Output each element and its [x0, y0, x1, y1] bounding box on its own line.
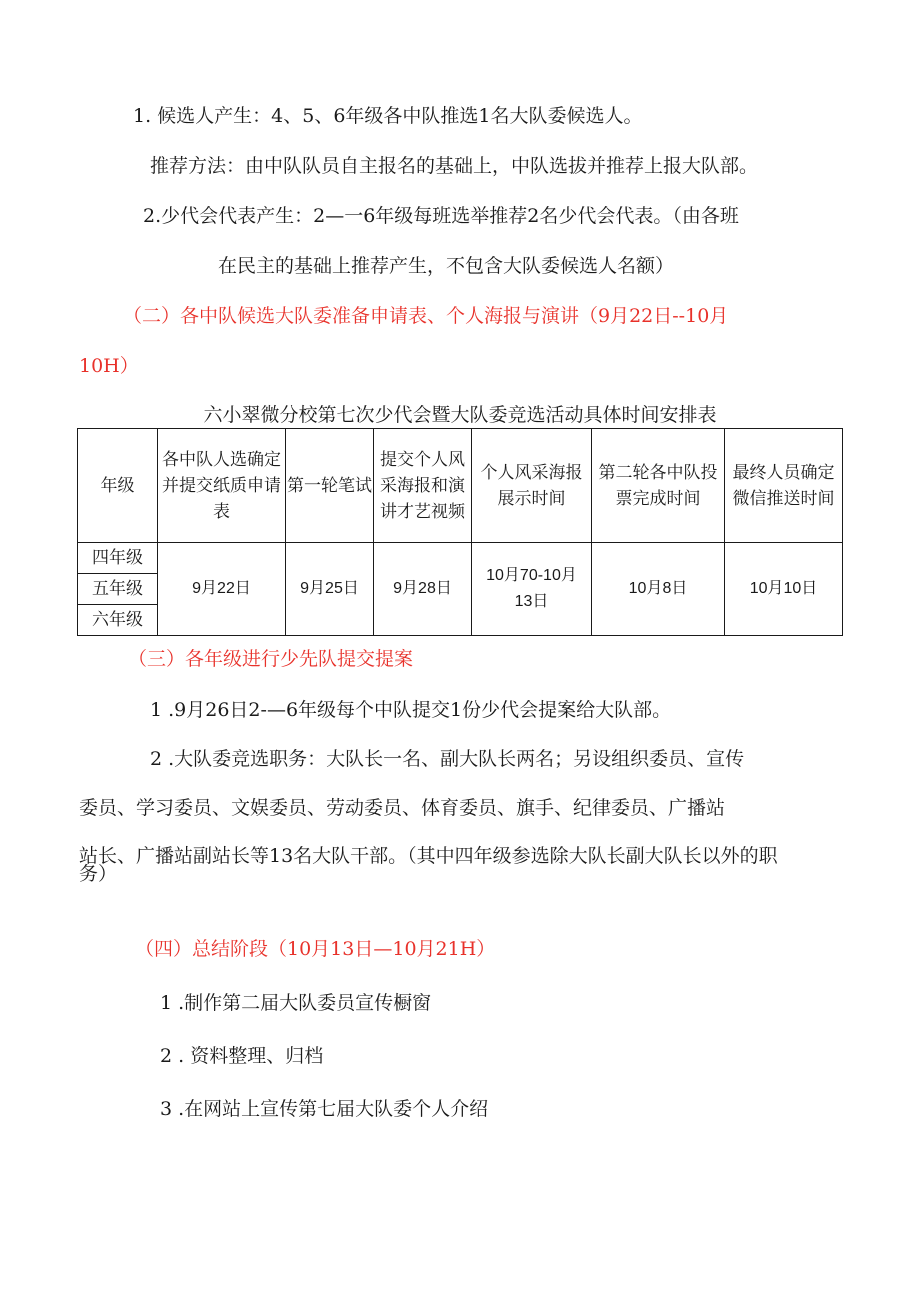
table-row — [78, 543, 843, 574]
recommendation-method-line: 推荐方法：由中队队员自主报名的基础上，中队选拔并推荐上报大队部。 — [150, 155, 759, 177]
header-grade: 年级 — [78, 429, 158, 543]
proposal-item-1: 1 .9月26日2-—6年级每个中队提交1份少代会提案给大队部。 — [150, 699, 672, 721]
grade-cell: 五年级 — [78, 574, 158, 605]
date-cell: 10月10日 — [725, 543, 843, 636]
grade-cell: 四年级 — [78, 543, 158, 574]
positions-line-3: 站长、广播站副站长等13名大队干部。（其中四年级参选除大队长副大队长以外的职 — [79, 845, 778, 867]
date-cell: 9月25日 — [286, 543, 374, 636]
header-application: 各中队人选确定并提交纸质申请表 — [158, 429, 286, 543]
schedule-table — [77, 428, 843, 636]
date-cell: 10月8日 — [592, 543, 725, 636]
section-heading-4: （四）总结阶段（10月13日—10月21H） — [135, 938, 496, 960]
header-poster-submit: 提交个人风采海报和演讲才艺视频 — [374, 429, 472, 543]
summary-item-3: 3 .在网站上宣传第七届大队委个人介绍 — [160, 1098, 489, 1120]
positions-line-1: 2 .大队委竞选职务：大队长一名、副大队长两名；另设组织委员、宣传 — [150, 748, 745, 770]
date-cell: 9月22日 — [158, 543, 286, 636]
grade-cell: 六年级 — [78, 605, 158, 636]
table-caption: 六小翠微分校第七次少代会暨大队委竞选活动具体时间安排表 — [203, 404, 717, 426]
summary-item-1: 1 .制作第二届大队委员宣传橱窗 — [160, 992, 432, 1014]
header-written-test: 第一轮笔试 — [286, 429, 374, 543]
positions-line-2: 委员、学习委员、文娱委员、劳动委员、体育委员、旗手、纪律委员、广播站 — [79, 797, 726, 819]
section-heading-2-cont: 10H） — [79, 355, 139, 377]
date-cell: 10月70-10月13日 — [472, 543, 592, 636]
positions-line-4: 务） — [79, 863, 118, 885]
table-header-row — [78, 429, 843, 543]
representative-production-line: 2.少代会代表产生：2—一6年级每班选举推荐2名少代会代表。（由各班 — [143, 205, 739, 227]
representative-production-line-cont: 在民主的基础上推荐产生，不包含大队委候选人名额） — [218, 255, 675, 277]
section-heading-3: （三）各年级进行少先队提交提案 — [128, 648, 414, 670]
section-heading-2: （二）各中队候选大队委准备申请表、个人海报与演讲（9月22日--10月 — [123, 305, 729, 327]
header-poster-display: 个人风采海报展示时间 — [472, 429, 592, 543]
summary-item-2: 2 . 资料整理、归档 — [160, 1045, 324, 1067]
header-final-push: 最终人员确定微信推送时间 — [725, 429, 843, 543]
date-cell: 9月28日 — [374, 543, 472, 636]
header-voting: 第二轮各中队投票完成时间 — [592, 429, 725, 543]
candidate-production-line: 1. 候选人产生：4、5、6年级各中队推选1名大队委候选人。 — [133, 105, 643, 127]
